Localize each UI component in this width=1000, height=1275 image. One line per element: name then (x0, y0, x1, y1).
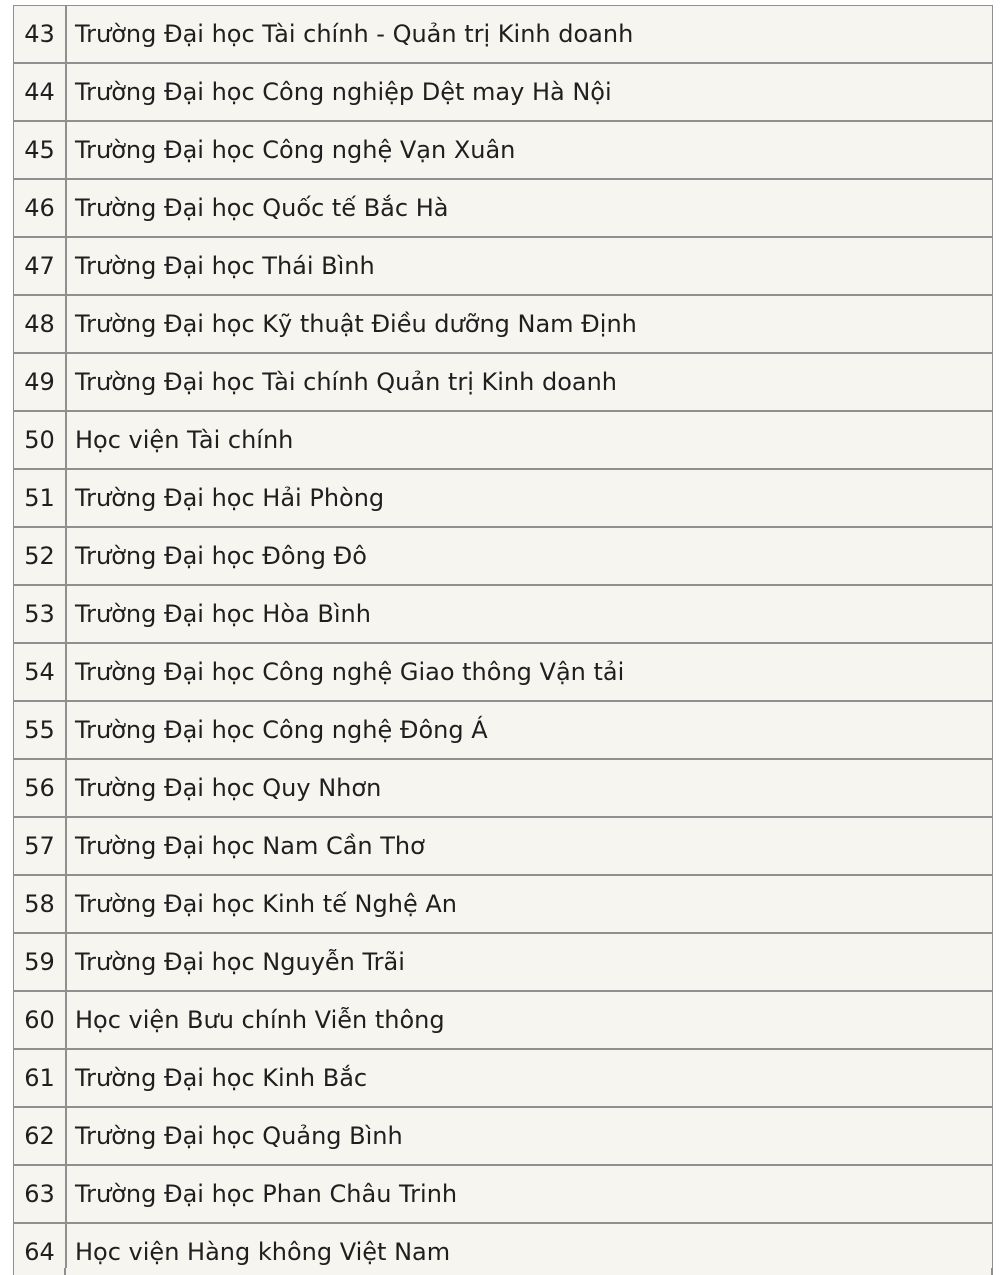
row-name-cell (66, 1268, 992, 1275)
table-row (14, 470, 993, 528)
university-name: Trường Đại học Hải Phòng (67, 470, 993, 526)
row-number: 56 (14, 760, 67, 816)
table-row (14, 1050, 993, 1108)
table-row (14, 644, 993, 702)
row-number: 43 (14, 6, 67, 62)
university-name: Trường Đại học Đông Đô (67, 528, 993, 584)
row-number: 45 (14, 122, 67, 178)
row-number: 49 (14, 354, 67, 410)
table-row (14, 6, 993, 64)
university-name: Trường Đại học Quy Nhơn (67, 760, 993, 816)
university-name: Học viện Hàng không Việt Nam (67, 1224, 993, 1275)
table-row (14, 412, 993, 470)
university-name: Học viện Bưu chính Viễn thông (67, 992, 993, 1048)
university-name: Trường Đại học Quốc tế Bắc Hà (67, 180, 993, 236)
table-row (14, 876, 993, 934)
table-row (14, 1166, 993, 1224)
university-name: Trường Đại học Kỹ thuật Điều dưỡng Nam Định (67, 296, 993, 352)
table-row (14, 180, 993, 238)
university-name: Trường Đại học Công nghệ Giao thông Vận tải (67, 644, 993, 700)
table-row (14, 818, 993, 876)
table-row (14, 238, 993, 296)
university-name: Trường Đại học Nguyễn Trãi (67, 934, 993, 990)
university-name: Trường Đại học Tài chính - Quản trị Kinh doanh (67, 6, 993, 62)
table-row (14, 122, 993, 180)
row-number: 60 (14, 992, 67, 1048)
row-number: 53 (14, 586, 67, 642)
row-number: 47 (14, 238, 67, 294)
row-number: 52 (14, 528, 67, 584)
university-name: Trường Đại học Quảng Bình (67, 1108, 993, 1164)
university-name: Trường Đại học Thái Bình (67, 238, 993, 294)
row-number-cell (13, 1268, 66, 1275)
row-number: 54 (14, 644, 67, 700)
row-number: 48 (14, 296, 67, 352)
row-number: 55 (14, 702, 67, 758)
table-row (14, 992, 993, 1050)
university-name: Học viện Tài chính (67, 412, 993, 468)
universities-table (13, 5, 993, 1275)
row-number: 63 (14, 1166, 67, 1222)
row-number: 57 (14, 818, 67, 874)
university-name: Trường Đại học Công nghệ Đông Á (67, 702, 993, 758)
table-row (14, 354, 993, 412)
university-name: Trường Đại học Công nghiệp Dệt may Hà Nội (67, 64, 993, 120)
row-number: 51 (14, 470, 67, 526)
row-number: 61 (14, 1050, 67, 1106)
row-number: 64 (14, 1224, 67, 1275)
table-row-partial (13, 1268, 992, 1275)
university-name: Trường Đại học Nam Cần Thơ (67, 818, 993, 874)
university-name: Trường Đại học Công nghệ Vạn Xuân (67, 122, 993, 178)
row-number: 62 (14, 1108, 67, 1164)
university-name: Trường Đại học Kinh tế Nghệ An (67, 876, 993, 932)
table-row (14, 528, 993, 586)
table-row (14, 1108, 993, 1166)
table-row (14, 586, 993, 644)
row-number: 44 (14, 64, 67, 120)
row-number: 59 (14, 934, 67, 990)
university-name: Trường Đại học Kinh Bắc (67, 1050, 993, 1106)
row-number: 46 (14, 180, 67, 236)
table-row (14, 64, 993, 122)
table-row (14, 934, 993, 992)
university-name: Trường Đại học Phan Châu Trinh (67, 1166, 993, 1222)
table-row (14, 702, 993, 760)
table-row (14, 296, 993, 354)
table-row (14, 760, 993, 818)
row-number: 58 (14, 876, 67, 932)
row-number: 50 (14, 412, 67, 468)
university-name: Trường Đại học Tài chính Quản trị Kinh doanh (67, 354, 993, 410)
university-name: Trường Đại học Hòa Bình (67, 586, 993, 642)
